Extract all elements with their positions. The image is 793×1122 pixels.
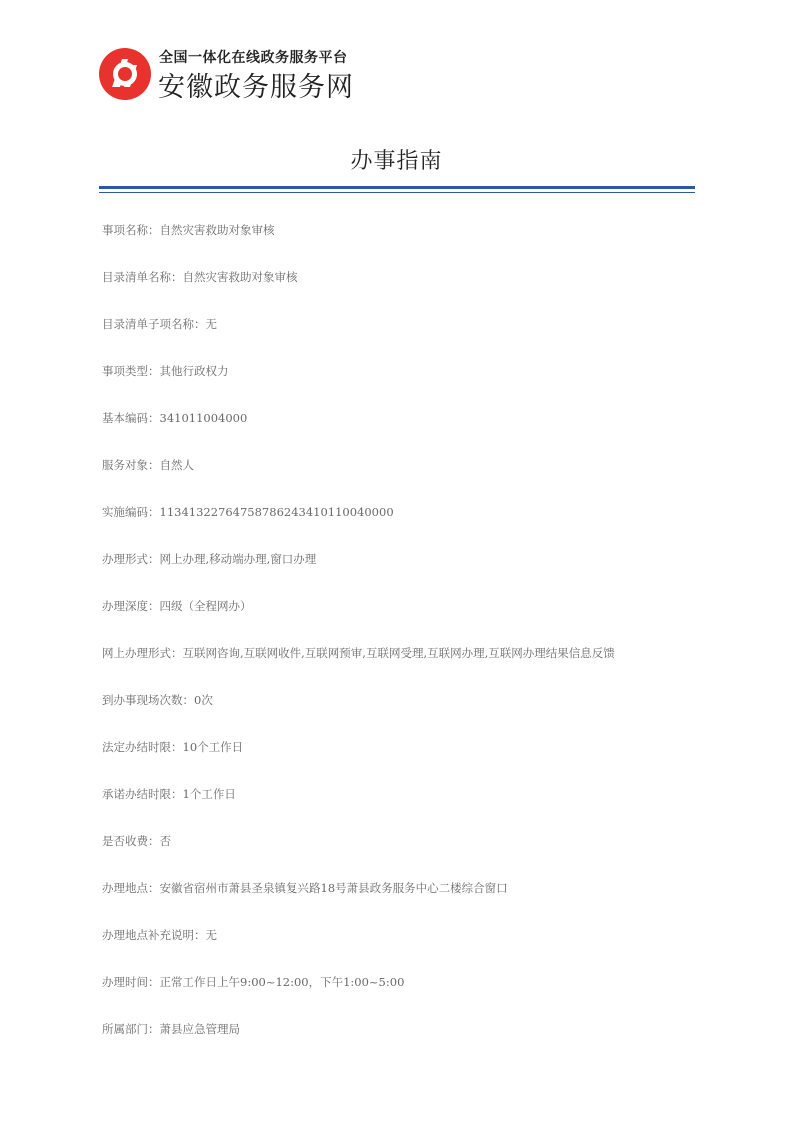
- field-value: 其他行政权力: [159, 364, 229, 378]
- field-label: 服务对象：: [102, 458, 160, 472]
- field-label: 承诺办结时限：: [102, 787, 183, 801]
- field-label: 基本编码：: [102, 411, 160, 425]
- title-divider-thick: [99, 186, 695, 189]
- field-value: 341011004000: [159, 411, 248, 425]
- field-value: 自然灾害救助对象审核: [159, 223, 275, 237]
- field-value: 11341322764758786243410110040000: [159, 505, 394, 519]
- field-catalog-subitem: [102, 316, 702, 363]
- field-label: 办理时间：: [102, 975, 160, 989]
- title-divider-thin: [99, 192, 695, 193]
- field-label: 是否收费：: [102, 834, 160, 848]
- field-onsite-visits: [102, 692, 702, 739]
- field-item-type: [102, 363, 702, 410]
- field-service-target: [102, 457, 702, 504]
- field-value: 无: [205, 928, 217, 942]
- field-value: 互联网咨询,互联网收件,互联网预审,互联网受理,互联网办理,互联网办理结果信息反馈: [182, 646, 615, 660]
- guide-field-list: [102, 222, 702, 1068]
- field-label: 事项名称：: [102, 223, 160, 237]
- field-label: 到办事现场次数：: [102, 693, 194, 707]
- field-label: 事项类型：: [102, 364, 160, 378]
- field-label: 办理形式：: [102, 552, 160, 566]
- field-handling-form: [102, 551, 702, 598]
- field-location-notes: [102, 927, 702, 974]
- field-value: 安徽省宿州市萧县圣泉镇复兴路18号萧县政务服务中心二楼综合窗口: [159, 881, 508, 895]
- field-legal-time-limit: [102, 739, 702, 786]
- field-value: 0次: [194, 693, 213, 707]
- field-label: 目录清单子项名称：: [102, 317, 206, 331]
- field-label: 办理地点补充说明：: [102, 928, 206, 942]
- field-handling-hours: [102, 974, 702, 1021]
- field-value: 1个工作日: [182, 787, 236, 801]
- field-label: 办理地点：: [102, 881, 160, 895]
- field-value: 否: [159, 834, 171, 848]
- field-promised-time-limit: [102, 786, 702, 833]
- brand-name: 安徽政务服务网: [158, 72, 354, 103]
- field-value: 无: [205, 317, 217, 331]
- field-fee-required: [102, 833, 702, 880]
- field-value: 四级（全程网办）: [159, 599, 252, 613]
- field-label: 实施编码：: [102, 505, 160, 519]
- field-basic-code: [102, 410, 702, 457]
- field-value: 自然灾害救助对象审核: [182, 270, 298, 284]
- document-title: 办事指南: [350, 149, 443, 174]
- field-implementation-code: [102, 504, 702, 551]
- field-label: 办理深度：: [102, 599, 160, 613]
- field-label: 目录清单名称：: [102, 270, 183, 284]
- field-online-handling-form: [102, 645, 702, 692]
- field-department: [102, 1021, 702, 1068]
- field-value: 自然人: [159, 458, 194, 472]
- field-label: 网上办理形式：: [102, 646, 183, 660]
- field-value: 网上办理,移动端办理,窗口办理: [159, 552, 317, 566]
- field-value: 萧县应急管理局: [159, 1022, 240, 1036]
- field-value: 正常工作日上午9:00~12:00，下午1:00~5:00: [159, 975, 405, 989]
- field-label: 法定办结时限：: [102, 740, 183, 754]
- site-header: [98, 45, 398, 101]
- brand-subtitle: 全国一体化在线政务服务平台: [159, 50, 348, 66]
- field-item-name: [102, 222, 702, 269]
- field-label: 所属部门：: [102, 1022, 160, 1036]
- field-handling-depth: [102, 598, 702, 645]
- field-catalog-name: [102, 269, 702, 316]
- field-handling-location: [102, 880, 702, 927]
- field-value: 10个工作日: [182, 740, 244, 754]
- anhui-gov-service-logo-icon: [98, 47, 152, 101]
